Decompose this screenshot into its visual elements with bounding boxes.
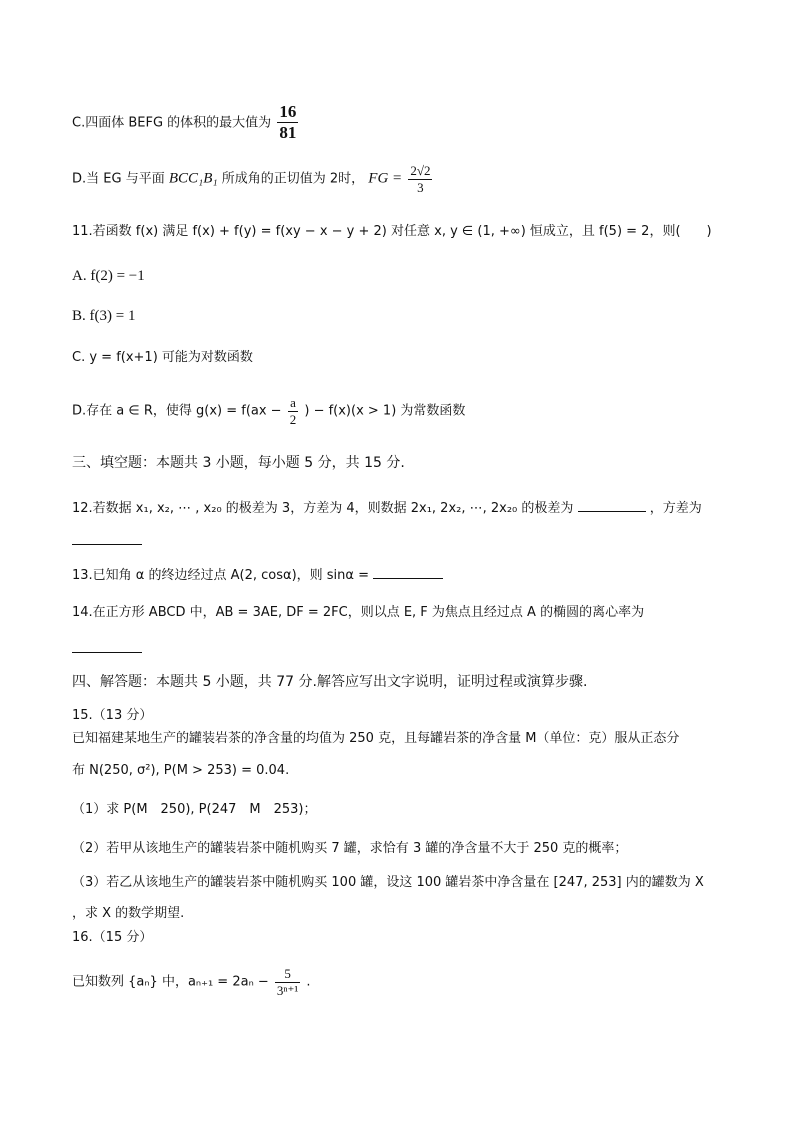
option-d (72, 163, 434, 195)
question-13 (72, 564, 443, 584)
fraction-numerator: a (288, 395, 299, 412)
question-15-part-3-text: （3）若乙从该地生产的罐装岩茶中随机购买 100 罐，设这 100 罐岩茶中净含量在 [247, 253] 内的罐数为 X (72, 875, 704, 890)
question-15-stem-line-1 (72, 731, 679, 747)
question-13-text: 13.已知角 α 的终边经过点 A(2, cosα)，则 sinα = (72, 568, 370, 583)
question-11-text: 11.若函数 f(x) 满足 f(x) + f(y) = f(xy − x − y + 2) 对任意 x, y ∈ (1, +∞) 恒成立，且 f(5) = 2，则( ) (72, 224, 712, 239)
fraction-numerator: 16 (277, 102, 298, 123)
fraction-numerator: 2√2 (410, 163, 431, 178)
option-c (72, 102, 300, 144)
option-d-text-q11-2: ) − f(x)(x > 1) 为常数函数 (304, 403, 466, 419)
question-16-score (72, 930, 152, 946)
section-3-text: 三、填空题：本题共 3 小题，每小题 5 分，共 15 分. (72, 455, 405, 471)
option-b-text: B. f(3) = 1 (72, 308, 136, 324)
question-15-part-3-tail-text: ，求 X 的数学期望. (72, 906, 185, 921)
fraction-denominator: 81 (279, 123, 297, 143)
question-16-stem (72, 966, 311, 998)
question-12-text: 12.若数据 x₁, x₂, ⋯ , x₂₀ 的极差为 3，方差为 4，则数据 2x₁, 2x₂, ⋯, 2x₂₀ 的极差为 (72, 501, 574, 516)
question-15-part-2 (72, 841, 627, 857)
option-d-fraction (408, 163, 432, 195)
question-16-tail: . (306, 974, 311, 990)
question-15-stem-text-2: 布 N(250, σ²), P(M > 253) = 0.04. (72, 763, 290, 778)
question-12 (72, 497, 702, 517)
option-d-q11-fraction (288, 395, 299, 427)
question-15-part-3 (72, 875, 704, 891)
section-4-text: 四、解答题：本题共 5 小题，共 77 分.解答应写出文字说明，证明过程或演算步骤. (72, 674, 588, 690)
question-15-stem-text-1: 已知福建某地生产的罐装岩茶的净含量的均值为 250 克，且每罐岩茶的净含量 M（单位：克）服从正态分 (72, 731, 680, 746)
fraction-denominator: 2 (289, 411, 297, 427)
answer-blank[interactable] (373, 564, 443, 579)
fraction-numerator: 5 (275, 966, 300, 983)
question-16-fraction (275, 966, 300, 998)
section-4-heading (72, 674, 587, 691)
question-15-part-1-text: （1）求 P(M 250), P(247 M 253)； (72, 802, 317, 817)
question-16-score-text: 16.（15 分） (72, 930, 153, 945)
question-11-option-c (72, 350, 253, 366)
question-14 (72, 605, 644, 621)
question-14-text: 14.在正方形 ABCD 中，AB = 3AE, DF = 2FC，则以点 E, F 为焦点且经过点 A 的椭圆的离心率为 (72, 605, 645, 620)
option-d-text-2: 所成角的正切值为 2时， (221, 171, 365, 187)
question-11-option-d (72, 395, 465, 427)
option-a-text: A. f(2) = −1 (72, 268, 145, 284)
section-3-heading (72, 455, 405, 472)
option-d-plane: BCC₁B₁ (168, 170, 218, 187)
question-15-score (72, 708, 152, 724)
option-c-text: C.四面体 BEFG 的体积的最大值为 (72, 115, 272, 131)
option-d-text-1: D.当 EG 与平面 (72, 171, 165, 187)
question-11-option-b (72, 307, 135, 325)
question-12-tail: ，方差为 (649, 501, 702, 516)
option-d-text-q11-1: D.存在 a ∈ R，使得 g(x) = f(ax − (72, 403, 282, 419)
answer-blank[interactable] (578, 497, 646, 512)
fraction-denominator: 3ⁿ⁺¹ (276, 982, 299, 998)
question-15-stem-line-2 (72, 763, 289, 779)
fraction-denominator: 3 (417, 179, 424, 195)
answer-blank[interactable] (72, 638, 142, 653)
question-11 (72, 224, 712, 240)
question-11-option-a (72, 267, 145, 285)
question-15-part-3-tail (72, 906, 184, 922)
question-15-part-2-text: （2）若甲从该地生产的罐装岩茶中随机购买 7 罐，求恰有 3 罐的净含量不大于 250 克的概率； (72, 841, 628, 856)
answer-blank[interactable] (72, 530, 142, 545)
option-c-text-q11: C. y = f(x+1) 可能为对数函数 (72, 350, 253, 365)
question-15-score-text: 15.（13 分） (72, 708, 153, 723)
question-15-part-1 (72, 802, 317, 818)
option-c-fraction (277, 102, 298, 144)
question-16-stem-text: 已知数列 {aₙ} 中，aₙ₊₁ = 2aₙ − (72, 974, 269, 990)
question-12-continued (72, 530, 142, 550)
question-14-continued (72, 638, 142, 658)
option-d-fg: FG = (368, 170, 403, 187)
